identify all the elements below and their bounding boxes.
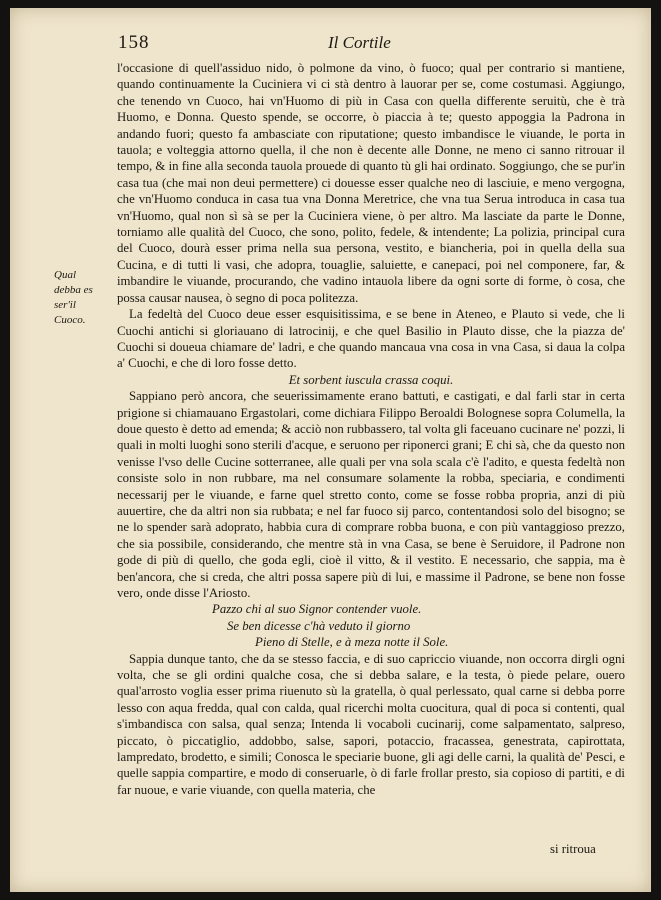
page-header <box>118 32 408 58</box>
paragraph-4: Sappia dunque tanto, che da se stesso faccia, e di suo capriccio viuande, non occorra dirgli ogni volta, che se gli ordini qualche cosa, che si debba salare, e la testa, ò piede pelare, ouero qual'arrosto voglia esser prima riuenuto sù la gratella, ò qual perlessato, qual carne si debba porre lesso con aqua fredda, qual con calda, qual ricerchi molta cuocitura, qual di poca si contenti, qual s'imbandisca con salsa, qual senza; Intenda li vocaboli cucinarij, come salpamentato, salpreso, piccato, ò piccatiglio, addobbo, salse, sapori, potaccio, fracassea, genestrata, capirottata, lampredato, brodetto, e simili; Conosca le speciarie buone, gli agi delle carni, la qualità de' Pesci, e quelle sappia compartire, e modo di conseruarle, ò di farle frollar presto, sia copioso di partiti, e di far nuoue, e varie viuande, con quella materia, che <box>117 651 625 797</box>
latin-quote: Et sorbent iuscula crassa coqui. <box>288 372 454 387</box>
verse-line: Pazzo chi al suo Signor contender vuole. <box>212 602 422 617</box>
text-body <box>117 60 625 798</box>
running-title: Il Cortile <box>328 33 391 52</box>
verse-line: Se ben dicesse c'hà veduto il giorno <box>227 618 411 633</box>
page-number: 158 <box>118 32 150 53</box>
marginal-note <box>54 268 110 328</box>
paragraph-1: l'occasione di quell'assiduo nido, ò polmone da vino, ò fuoco; qual per contrario si mantiene, quando continuamente la Cuciniera vi ci stà dentro à lauorar per se, come costumasi. Aggiungo, che tenendo vn Cuoco, hai vn'Huomo di più in Casa con quella differente seruitù, che è trà Huomo, e Donna. Questo spende, se occorre, ò piaccia à te; questo appoggia la Padrona in andando fuori; questo fa ambasciate con riputatione; questo imbandisce le viuande, le porta in tauola; e volteggia attorno quella, il che non è decente alle Donne, ne meno ci sanno ritrouar il tempo, & in fine alla seconda tauola prouede di quanto tù gli hai ordinato. Soggiungo, che se pur'in casa tua (che mai non deui permettere) ci douesse esser qualche neo di lasciuie, e meno vergogna, che vn'Huomo conduca in casa tua vna Donna Meretrice, che vna tua Serua introduca in casa tua vn'Huomo, qual non sì sà se per la Cuciniera viene, ò per altro. Ma lasciate da parte le Donne, torniamo alle qualità del Cuoco, che sono, polito, fedele, & intendente; La polizia, principal cura del Cuoco, dourà esser prima nella sua persona, vestito, e biancheria, poi in quella della sua Cucina, e di tutti li vasi, che adopra, touaglie, saluiette, e canepaci, poi nel componere, far, & imbandire le viuande, procurando, che vadino intauola libere da ogni sorte di forme, ò cosa, che possa causar nausea, ò segno di poca politezza. <box>117 61 625 305</box>
marginal-note-line: Qual <box>54 269 76 281</box>
marginal-note-line: Cuoco. <box>54 314 86 326</box>
marginal-note-line: debba es <box>54 284 93 296</box>
paragraph-2: La fedeltà del Cuoco deue esser esquisitissima, e se bene in Ateneo, e Plauto si vede, che li Cuochi antichi si gloriauano di latrocinij, e che quel Basilio in Plauto disse, che la piazza de' Cuochi si doueua chiamare de' ladri, e che quando mancaua vna cosa in vna Casa, si daua la colpa a' Cuochi, e che di loro fosse detto. <box>117 307 625 371</box>
catchword: si ritroua <box>550 842 596 856</box>
marginal-note-line: ser'il <box>54 299 76 311</box>
book-page <box>10 8 651 892</box>
verse-line: Pieno di Stelle, e à meza notte il Sole. <box>255 635 449 650</box>
paragraph-3: Sappiano però ancora, che seuerissimamente erano battuti, e castigati, e dal farli star in certa prigione si chiamauano Ergastolari, come dichiara Filippo Beroaldi Bolognese sopra Columella, la doue questo è detto ad emenda; & acciò non rubbassero, tal volta gli faceuano cucinare ne' pozzi, li quali in molti luoghi sono sterili d'acque, e seruono per riponerci grani; E chi sà, che da questo non venisse l'vso delle Cucine sotterranee, alle quali per vna sola scala c'è l'adito, e questa fedeltà non consiste solo in non rubbare, ma nel consumare solamente la robba, speciaria, e condimenti necessarij per le viuande, e farne quel stretto conto, come se fosse robba propria, anzi di più auuertire, che da altri non sia rubbata; e nel far fuoco sij parco, contentandosi solo del bisogno; se ne lo spender sarà adoprato, habbia cura di comprare robba buona, e con più vantaggioso prezzo, che sia possibile, considerando, che mentre stà in vna Casa, se bene è Seruidore, il Padrone non gode di più di quello, che goda egli, cioè il vitto, & il vestito. E necessario, che sappia, ma è ben'ancora, che si creda, che altri possa sapere più di lui, e massime il Padrone, se bene non fosse vero, onde disse l'Ariosto. <box>117 389 625 600</box>
ariosto-verse <box>117 601 625 650</box>
